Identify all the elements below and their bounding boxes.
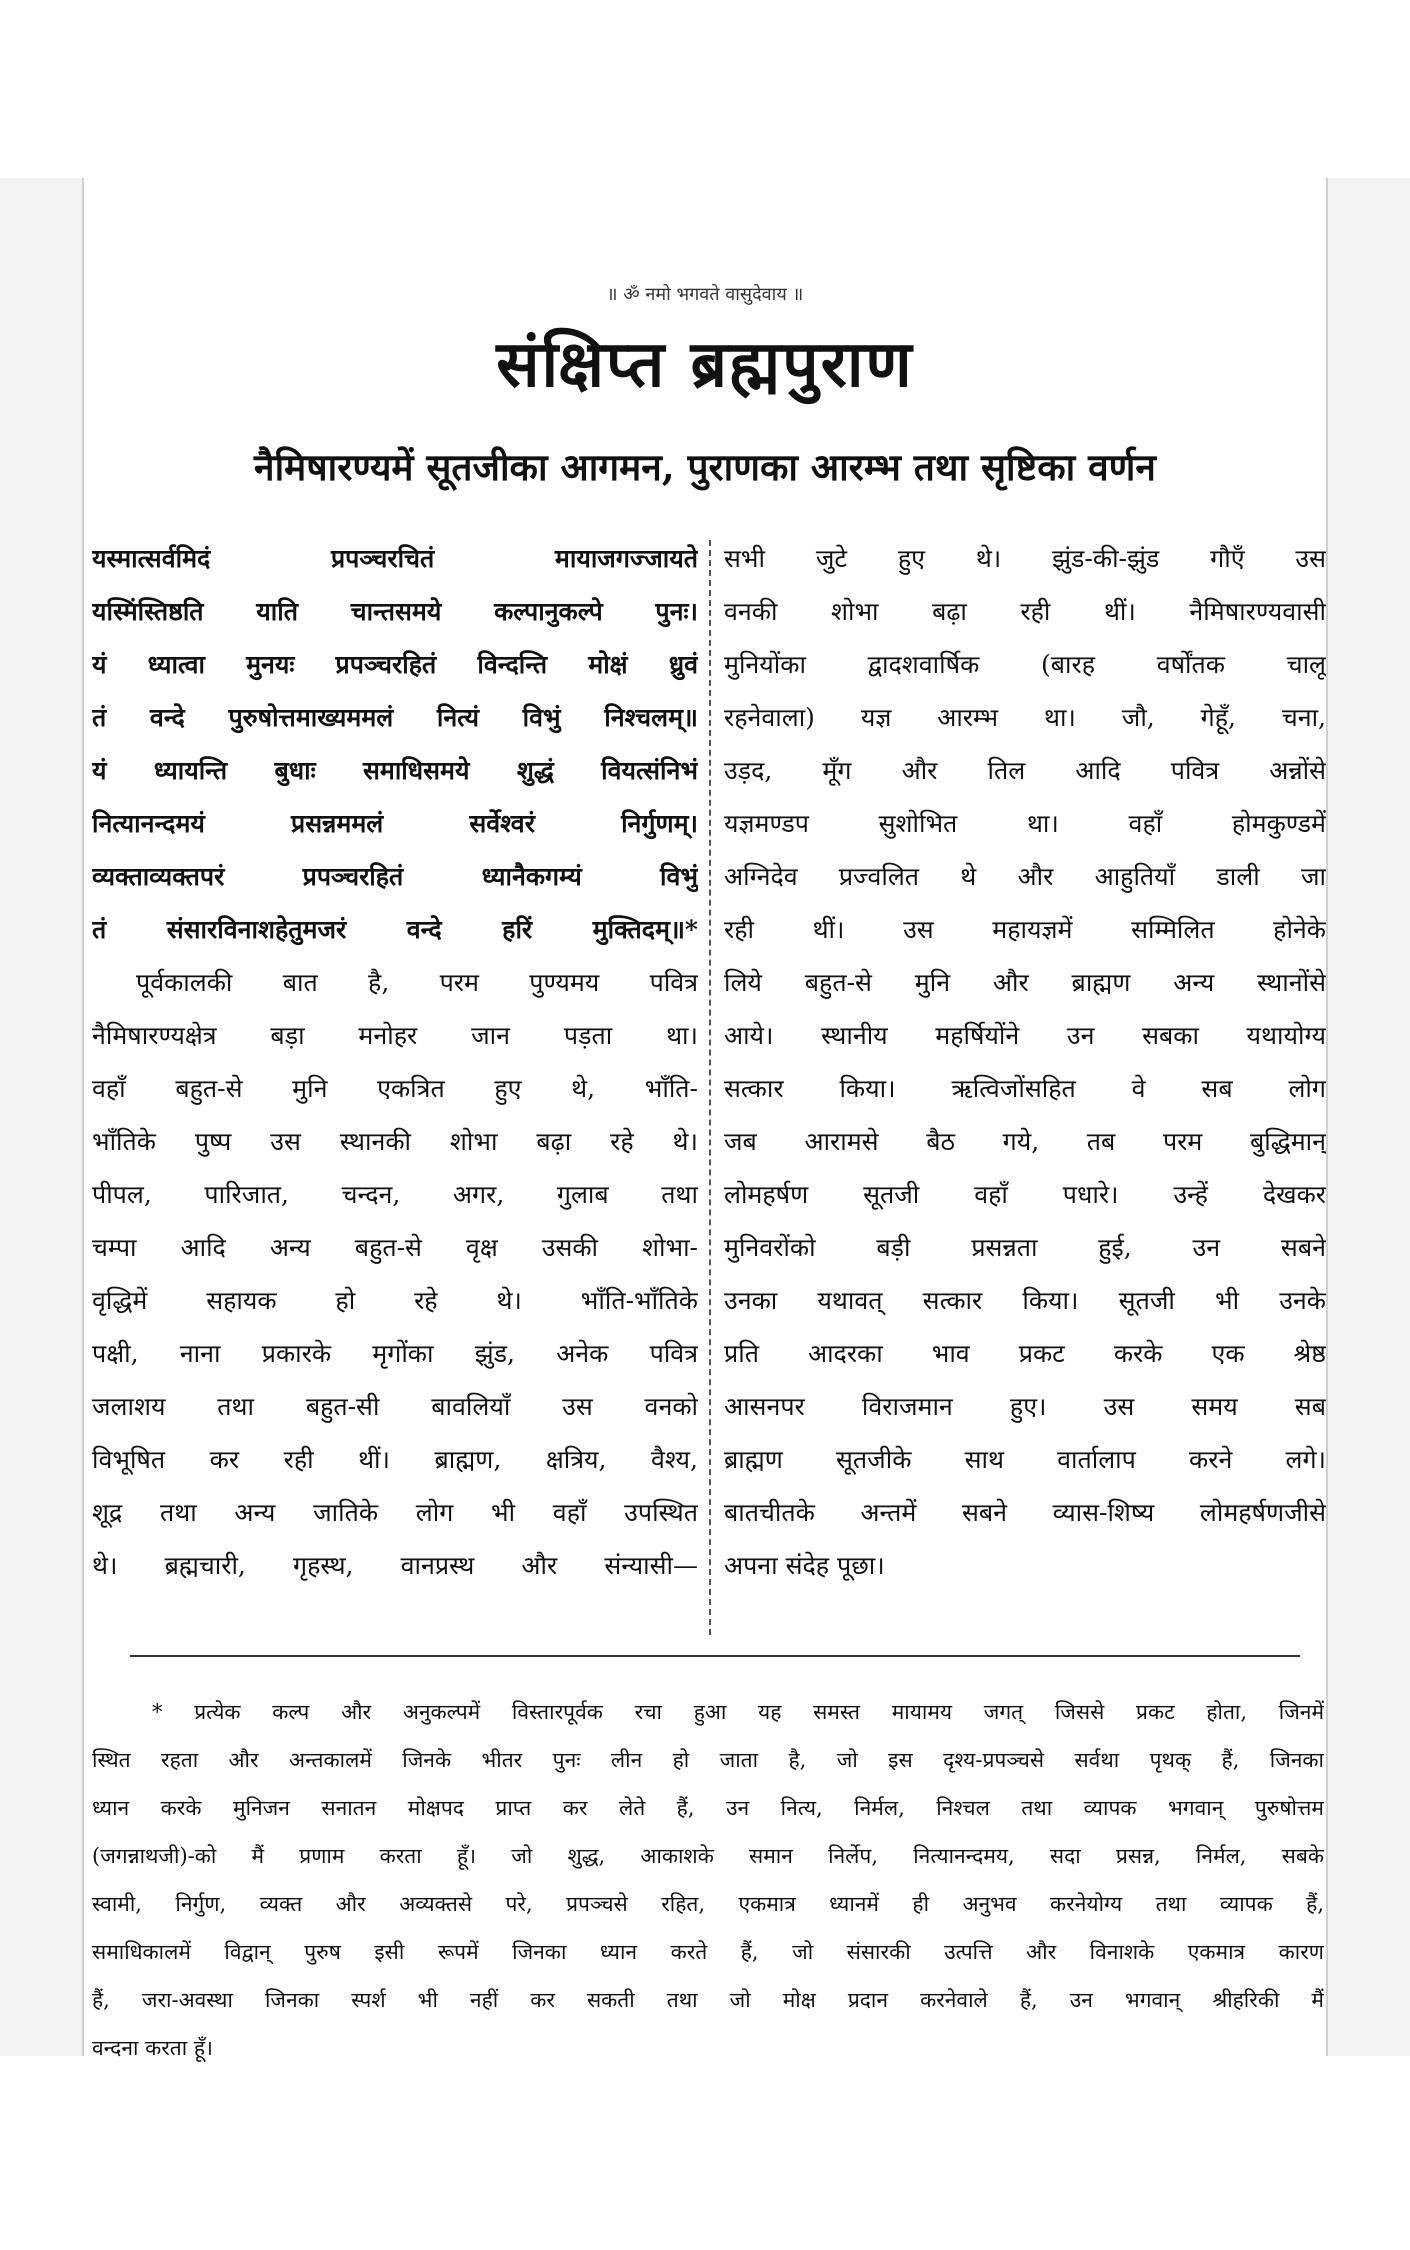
footnote-line: * प्रत्येक कल्प और अनुकल्पमें विस्तारपूर्वक रचा हुआ यह समस्त मायामय जगत् जिससे प्रकट होता, जिनमें: [152, 1700, 1324, 1724]
paragraph-line: उड़द, मूँग और तिल आदि पवित्र अन्नोंसे: [724, 756, 1326, 785]
footnote-line: स्वामी, निर्गुण, व्यक्त और अव्यक्तसे परे, प्रपञ्चसे रहित, एकमात्र ध्यानमें ही अनुभव करनेयोग्य तथा व्यापक हैं,: [92, 1892, 1324, 1916]
footnote-line: हैं, जरा-अवस्था जिनका स्पर्श भी नहीं कर सकती तथा जो मोक्ष प्रदान करनेवाले हैं, उन भगवान् श्रीहरिकी मैं: [92, 1988, 1324, 2012]
paragraph-line: बातचीतके अन्तमें सबने व्यास-शिष्य लोमहर्षणजीसे: [724, 1498, 1326, 1527]
footnote-line: स्थित रहता और अन्तकालमें जिनके भीतर पुनः लीन हो जाता है, जो इस दृश्य-प्रपञ्चसे सर्वथा पृथक् हैं, जिनका: [92, 1748, 1324, 1772]
paragraph-line: आये। स्थानीय महर्षियोंने उन सबका यथायोग्य: [724, 1021, 1326, 1050]
invocation-line: ॥ ॐ नमो भगवते वासुदेवाय ॥: [606, 284, 804, 305]
footnote-line: समाधिकालमें विद्वान् पुरुष इसी रूपमें जिनका ध्यान करते हैं, जो संसारकी उत्पत्ति और विनाशके एकमात्र कारण: [92, 1940, 1324, 1964]
paragraph-line: यज्ञमण्डप सुशोभित था। वहाँ होमकुण्डमें: [724, 809, 1326, 838]
column-divider: [709, 540, 711, 1635]
verse-line: तं संसारविनाशहेतुमजरं वन्दे हरिं मुक्तिदम्॥*: [92, 915, 698, 944]
paragraph-line: चम्पा आदि अन्य बहुत-से वृक्ष उसकी शोभा-: [92, 1233, 698, 1262]
chapter-subtitle: नैमिषारण्यमें सूतजीका आगमन, पुराणका आरम्भ तथा सृष्टिका वर्णन: [254, 445, 1156, 489]
right-text-column: [724, 532, 1326, 1592]
footnote-line: (जगन्नाथजी)-को मैं प्रणाम करता हूँ। जो शुद्ध, आकाशके समान निर्लेप, नित्यानन्दमय, सदा प्रसन्न, निर्मल, सबके: [92, 1844, 1324, 1868]
paragraph-line: जलाशय तथा बहुत-सी बावलियाँ उस वनको: [92, 1392, 698, 1421]
paragraph-line: रहनेवाला) यज्ञ आरम्भ था। जौ, गेहूँ, चना,: [724, 703, 1326, 732]
paragraph-line: वृद्धिमें सहायक हो रहे थे। भाँति-भाँतिके: [92, 1286, 698, 1315]
paragraph-line: मुनियोंका द्वादशवार्षिक (बारह वर्षोंतक चालू: [724, 650, 1326, 679]
paragraph-line: पीपल, पारिजात, चन्दन, अगर, गुलाब तथा: [92, 1180, 698, 1209]
paragraph-line: सभी जुटे हुए थे। झुंड-की-झुंड गौएँ उस: [724, 544, 1326, 573]
footnote-line: ध्यान करके मुनिजन सनातन मोक्षपद प्राप्त कर लेते हैं, उन नित्य, निर्मल, निश्चल तथा व्यापक भगवान् पुरुषोत्तम: [92, 1796, 1324, 1820]
verse-line: यस्मात्सर्वमिदं प्रपञ्चरचितं मायाजगज्जायते: [92, 544, 698, 573]
verse-line: यं ध्यात्वा मुनयः प्रपञ्चरहितं विन्दन्ति मोक्षं ध्रुवं: [92, 650, 698, 679]
verse-line: व्यक्ताव्यक्तपरं प्रपञ्चरहितं ध्यानैकगम्यं विभुं: [92, 862, 698, 891]
paragraph-line: उनका यथावत् सत्कार किया। सूतजी भी उनके: [724, 1286, 1326, 1315]
footnote-block: [92, 1688, 1324, 2072]
paragraph-line: पूर्वकालकी बात है, परम पुण्यमय पवित्र: [136, 968, 698, 997]
paragraph-line: नैमिषारण्यक्षेत्र बड़ा मनोहर जान पड़ता था।: [92, 1021, 698, 1050]
paragraph-line: विभूषित कर रही थीं। ब्राह्मण, क्षत्रिय, वैश्य,: [92, 1445, 698, 1474]
paragraph-line: सत्कार किया। ऋत्विजोंसहित वे सब लोग: [724, 1074, 1326, 1103]
verse-line: यस्मिंस्तिष्ठति याति चान्तसमये कल्पानुकल्पे पुनः।: [92, 597, 698, 626]
paragraph-line: ब्राह्मण सूतजीके साथ वार्तालाप करने लगे।: [724, 1445, 1326, 1474]
paragraph-line: प्रति आदरका भाव प्रकट करके एक श्रेष्ठ: [724, 1339, 1326, 1368]
paragraph-line: थे। ब्रह्मचारी, गृहस्थ, वानप्रस्थ और संन्यासी—: [92, 1551, 698, 1580]
footnote-separator: [130, 1655, 1300, 1657]
verse-line: नित्यानन्दमयं प्रसन्नममलं सर्वेश्वरं निर्गुणम्।: [92, 809, 698, 838]
paragraph-line: लिये बहुत-से मुनि और ब्राह्मण अन्य स्थानोंसे: [724, 968, 1326, 997]
paragraph-line: अग्निदेव प्रज्वलित थे और आहुतियाँ डाली जा: [724, 862, 1326, 891]
paragraph-line: आसनपर विराजमान हुए। उस समय सब: [724, 1392, 1326, 1421]
verse-line: तं वन्दे पुरुषोत्तमाख्यममलं नित्यं विभुं निश्चलम्॥: [92, 703, 698, 732]
page-title: संक्षिप्त ब्रह्मपुराण: [496, 327, 914, 402]
paragraph-line: शूद्र तथा अन्य जातिके लोग भी वहाँ उपस्थित: [92, 1498, 698, 1527]
paragraph-line: मुनिवरोंको बड़ी प्रसन्नता हुई, उन सबने: [724, 1233, 1326, 1262]
paragraph-line: वनकी शोभा बढ़ा रही थीं। नैमिषारण्यवासी: [724, 597, 1326, 626]
paragraph-line: पक्षी, नाना प्रकारके मृगोंका झुंड, अनेक पवित्र: [92, 1339, 698, 1368]
left-text-column: [92, 532, 698, 1592]
footnote-line: वन्दना करता हूँ।: [92, 2036, 213, 2060]
paragraph-line: भाँतिके पुष्प उस स्थानकी शोभा बढ़ा रहे थे।: [92, 1127, 698, 1156]
paragraph-line: जब आरामसे बैठ गये, तब परम बुद्धिमान्: [724, 1127, 1326, 1156]
verse-line: यं ध्यायन्ति बुधाः समाधिसमये शुद्धं वियत्संनिभं: [92, 756, 698, 785]
paragraph-line: लोमहर्षण सूतजी वहाँ पधारे। उन्हें देखकर: [724, 1180, 1326, 1209]
paragraph-line: रही थीं। उस महायज्ञमें सम्मिलित होनेके: [724, 915, 1326, 944]
paragraph-line: अपना संदेह पूछा।: [724, 1551, 885, 1580]
paragraph-line: वहाँ बहुत-से मुनि एकत्रित हुए थे, भाँति-: [92, 1074, 698, 1103]
